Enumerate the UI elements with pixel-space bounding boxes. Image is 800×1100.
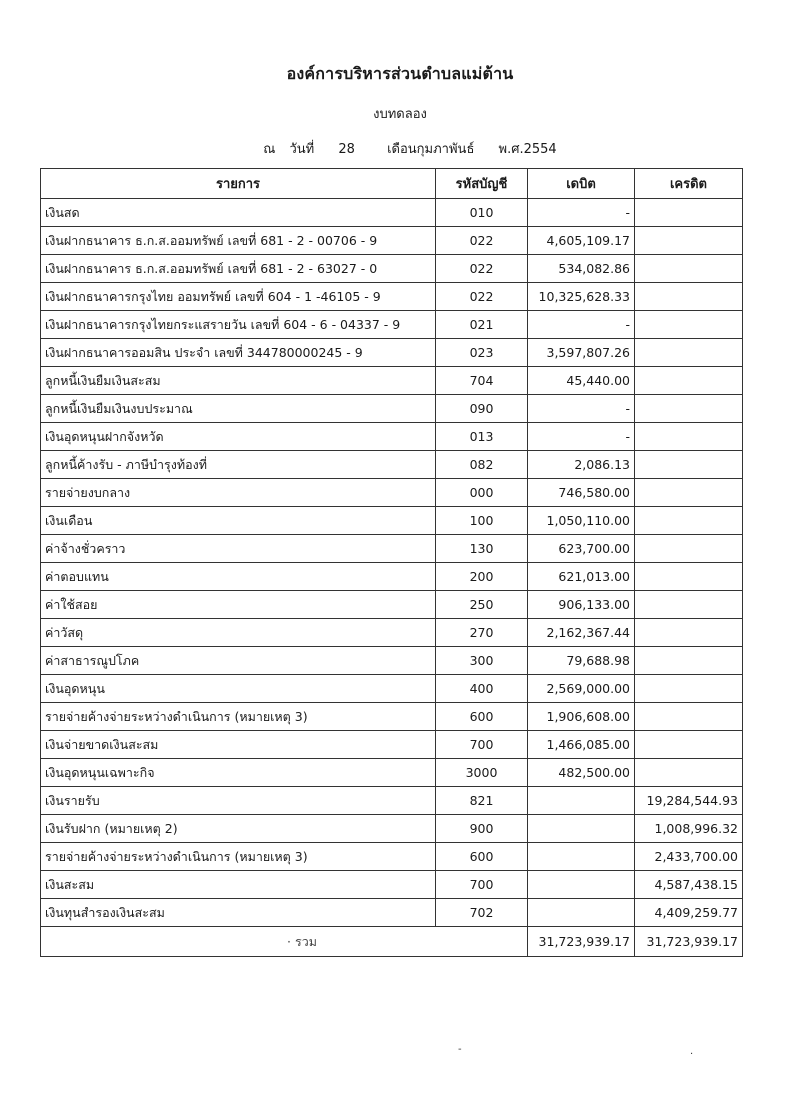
row-item: รายจ่ายค้างจ่ายระหว่างดำเนินการ (หมายเหตุ 3) — [41, 703, 436, 731]
row-debit: 534,082.86 — [528, 255, 635, 283]
row-account-code: 010 — [436, 199, 528, 227]
row-credit — [635, 283, 743, 311]
table-row — [41, 619, 743, 647]
row-debit: - — [528, 311, 635, 339]
row-account-code: 600 — [436, 843, 528, 871]
row-item: เงินอุดหนุนเฉพาะกิจ — [41, 759, 436, 787]
row-debit — [528, 815, 635, 843]
row-account-code: 821 — [436, 787, 528, 815]
table-row — [41, 395, 743, 423]
date-month: เดือนกุมภาพันธ์ — [387, 142, 475, 157]
row-item: เงินฝากธนาคารกรุงไทยกระแสรายวัน เลขที่ 604 - 6 - 04337 - 9 — [41, 311, 436, 339]
table-row — [41, 563, 743, 591]
row-account-code: 250 — [436, 591, 528, 619]
column-header-credit: เครดิต — [635, 169, 743, 199]
document-header — [0, 62, 800, 159]
column-header-item: รายการ — [41, 169, 436, 199]
table-row — [41, 507, 743, 535]
row-item: ค่าสาธารณูปโภค — [41, 647, 436, 675]
row-account-code: 700 — [436, 731, 528, 759]
row-credit — [635, 339, 743, 367]
row-account-code: 100 — [436, 507, 528, 535]
table-row — [41, 535, 743, 563]
row-account-code: 090 — [436, 395, 528, 423]
row-credit: 1,008,996.32 — [635, 815, 743, 843]
row-debit: 10,325,628.33 — [528, 283, 635, 311]
row-item: ค่าใช้สอย — [41, 591, 436, 619]
row-debit — [528, 871, 635, 899]
row-account-code: 013 — [436, 423, 528, 451]
row-account-code: 270 — [436, 619, 528, 647]
row-item: เงินฝากธนาคารออมสิน ประจำ เลขที่ 344780000245 - 9 — [41, 339, 436, 367]
row-item: รายจ่ายค้างจ่ายระหว่างดำเนินการ (หมายเหตุ 3) — [41, 843, 436, 871]
row-debit: 1,466,085.00 — [528, 731, 635, 759]
row-account-code: 130 — [436, 535, 528, 563]
row-debit: 45,440.00 — [528, 367, 635, 395]
row-credit — [635, 563, 743, 591]
row-account-code: 082 — [436, 451, 528, 479]
row-debit: 1,906,608.00 — [528, 703, 635, 731]
row-item: ค่าจ้างชั่วคราว — [41, 535, 436, 563]
row-debit: 621,013.00 — [528, 563, 635, 591]
total-label: · รวม — [41, 927, 528, 957]
table-row — [41, 815, 743, 843]
table-row — [41, 591, 743, 619]
report-date — [20, 138, 800, 159]
table-body — [41, 199, 743, 927]
row-credit — [635, 451, 743, 479]
row-credit — [635, 199, 743, 227]
row-item: เงินทุนสำรองเงินสะสม — [41, 899, 436, 927]
row-account-code: 022 — [436, 255, 528, 283]
table-row — [41, 423, 743, 451]
row-debit: 4,605,109.17 — [528, 227, 635, 255]
row-account-code: 704 — [436, 367, 528, 395]
row-debit: 2,569,000.00 — [528, 675, 635, 703]
row-account-code: 900 — [436, 815, 528, 843]
row-credit — [635, 227, 743, 255]
total-row — [41, 927, 743, 957]
row-item: เงินจ่ายขาดเงินสะสม — [41, 731, 436, 759]
column-header-account-code: รหัสบัญชี — [436, 169, 528, 199]
row-debit: - — [528, 199, 635, 227]
total-credit: 31,723,939.17 — [635, 927, 743, 957]
row-account-code: 3000 — [436, 759, 528, 787]
row-item: เงินอุดหนุน — [41, 675, 436, 703]
row-credit — [635, 311, 743, 339]
row-credit — [635, 367, 743, 395]
row-debit: 482,500.00 — [528, 759, 635, 787]
date-day: 28 — [338, 142, 355, 157]
row-credit — [635, 423, 743, 451]
row-debit: 2,086.13 — [528, 451, 635, 479]
column-header-debit: เดบิต — [528, 169, 635, 199]
table-row — [41, 255, 743, 283]
row-account-code: 700 — [436, 871, 528, 899]
row-account-code: 021 — [436, 311, 528, 339]
row-account-code: 200 — [436, 563, 528, 591]
row-credit — [635, 759, 743, 787]
row-item: เงินสด — [41, 199, 436, 227]
table-row — [41, 311, 743, 339]
row-credit: 19,284,544.93 — [635, 787, 743, 815]
table-row — [41, 787, 743, 815]
row-debit: 746,580.00 — [528, 479, 635, 507]
row-account-code: 400 — [436, 675, 528, 703]
row-debit: - — [528, 395, 635, 423]
row-credit — [635, 591, 743, 619]
row-item: เงินฝากธนาคาร ธ.ก.ส.ออมทรัพย์ เลขที่ 681 - 2 - 63027 - 0 — [41, 255, 436, 283]
table-row — [41, 759, 743, 787]
total-debit: 31,723,939.17 — [528, 927, 635, 957]
row-credit: 4,409,259.77 — [635, 899, 743, 927]
table-row — [41, 731, 743, 759]
row-credit — [635, 619, 743, 647]
row-credit — [635, 507, 743, 535]
row-credit — [635, 731, 743, 759]
row-account-code: 600 — [436, 703, 528, 731]
table-row — [41, 703, 743, 731]
row-account-code: 702 — [436, 899, 528, 927]
table-row — [41, 675, 743, 703]
row-item: เงินอุดหนุนฝากจังหวัด — [41, 423, 436, 451]
row-item: เงินรับฝาก (หมายเหตุ 2) — [41, 815, 436, 843]
table-row — [41, 367, 743, 395]
row-item: ลูกหนี้ค้างรับ - ภาษีบำรุงท้องที่ — [41, 451, 436, 479]
row-item: เงินเดือน — [41, 507, 436, 535]
row-debit: - — [528, 423, 635, 451]
row-debit: 79,688.98 — [528, 647, 635, 675]
row-item: ค่าตอบแทน — [41, 563, 436, 591]
row-debit: 1,050,110.00 — [528, 507, 635, 535]
row-credit — [635, 675, 743, 703]
row-credit — [635, 479, 743, 507]
row-account-code: 000 — [436, 479, 528, 507]
row-item: ลูกหนี้เงินยืมเงินสะสม — [41, 367, 436, 395]
row-credit — [635, 535, 743, 563]
row-credit — [635, 255, 743, 283]
row-account-code: 022 — [436, 283, 528, 311]
table-row — [41, 199, 743, 227]
row-debit: 2,162,367.44 — [528, 619, 635, 647]
row-item: ค่าวัสดุ — [41, 619, 436, 647]
table-row — [41, 451, 743, 479]
table-row — [41, 871, 743, 899]
row-debit — [528, 787, 635, 815]
table-row — [41, 339, 743, 367]
table-row — [41, 647, 743, 675]
date-year: พ.ศ.2554 — [498, 142, 557, 157]
scan-mark: . — [690, 1046, 694, 1057]
row-credit: 2,433,700.00 — [635, 843, 743, 871]
scan-mark: - — [458, 1044, 462, 1055]
row-item: เงินฝากธนาคาร ธ.ก.ส.ออมทรัพย์ เลขที่ 681 - 2 - 00706 - 9 — [41, 227, 436, 255]
row-item: ลูกหนี้เงินยืมเงินงบประมาณ — [41, 395, 436, 423]
table-row — [41, 899, 743, 927]
table-row — [41, 843, 743, 871]
row-item: เงินฝากธนาคารกรุงไทย ออมทรัพย์ เลขที่ 604 - 1 -46105 - 9 — [41, 283, 436, 311]
row-credit — [635, 703, 743, 731]
row-item: รายจ่ายงบกลาง — [41, 479, 436, 507]
row-account-code: 022 — [436, 227, 528, 255]
row-credit — [635, 395, 743, 423]
organization-title: องค์การบริหารส่วนตำบลแม่ต้าน — [286, 64, 514, 83]
row-debit: 623,700.00 — [528, 535, 635, 563]
row-debit: 3,597,807.26 — [528, 339, 635, 367]
row-credit: 4,587,438.15 — [635, 871, 743, 899]
row-debit — [528, 899, 635, 927]
date-day-label: วันที่ — [289, 142, 315, 157]
report-subtitle: งบทดลอง — [373, 107, 427, 122]
row-account-code: 300 — [436, 647, 528, 675]
row-item: เงินรายรับ — [41, 787, 436, 815]
row-credit — [635, 647, 743, 675]
row-debit: 906,133.00 — [528, 591, 635, 619]
table-row — [41, 283, 743, 311]
row-account-code: 023 — [436, 339, 528, 367]
table-header-row — [41, 169, 743, 199]
date-prefix: ณ — [263, 142, 276, 157]
row-item: เงินสะสม — [41, 871, 436, 899]
trial-balance-table — [40, 168, 743, 957]
row-debit — [528, 843, 635, 871]
table-row — [41, 479, 743, 507]
table-row — [41, 227, 743, 255]
